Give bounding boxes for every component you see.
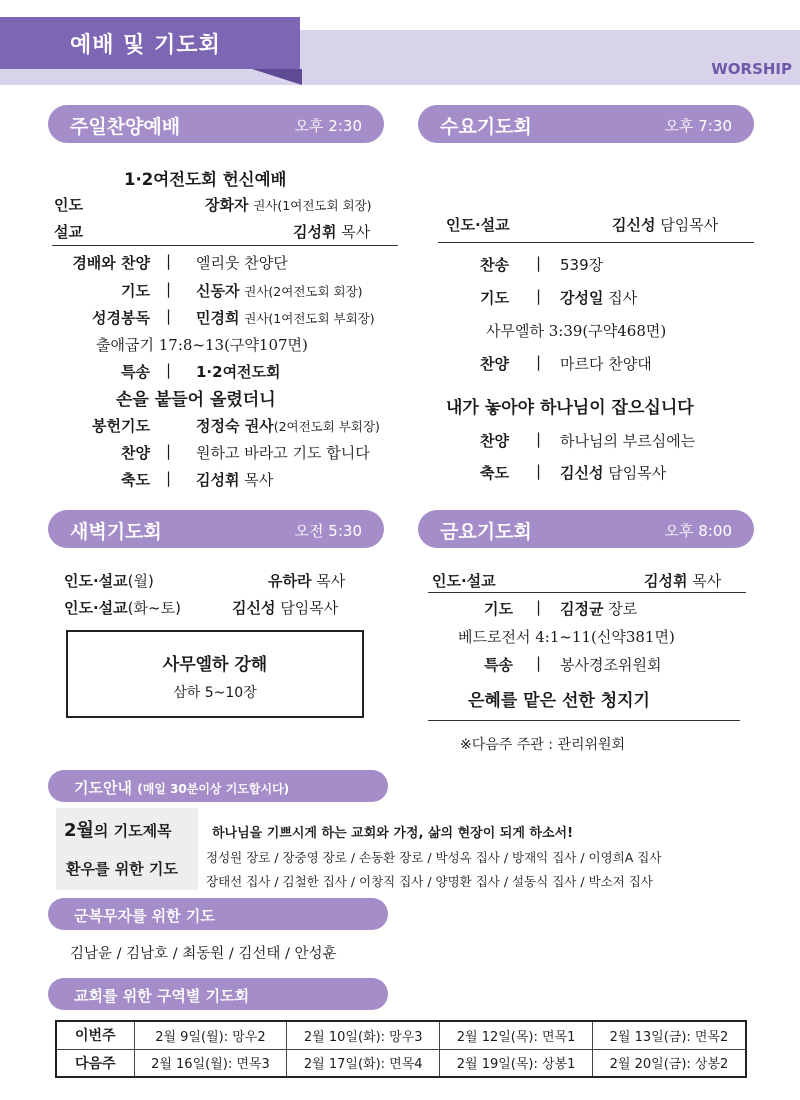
order-value: 하나님의 부르심에는 — [560, 432, 696, 450]
sunday-sermon-title: 손을 붙들어 올렸더니 — [116, 390, 276, 410]
friday-bottom-divider — [428, 720, 740, 721]
order-separator: | — [166, 252, 172, 270]
order-label: 축도 — [121, 471, 150, 489]
order-value — [560, 462, 666, 483]
table-cell: 2월 10일(화): 망우3 — [287, 1021, 440, 1049]
prayer-guide-subtitle: (매일 30분이상 기도합시다) — [137, 782, 290, 796]
order-name: 신동자 — [196, 282, 240, 300]
dawn-leader — [232, 597, 338, 618]
order-name: 정정숙 권사 — [196, 417, 274, 435]
order-name: 김정균 — [560, 600, 604, 618]
table-cell: 2월 16일(월): 면목3 — [134, 1049, 287, 1077]
dawn-leader-days: (월) — [127, 572, 154, 590]
month-label: 2월 — [64, 820, 94, 841]
prayer-guide-title: 기도안내 — [74, 779, 132, 797]
friday-lead-role: 목사 — [692, 572, 722, 590]
wednesday-lead — [612, 214, 718, 235]
sunday-service-header — [48, 105, 384, 143]
district-prayer-title: 교회를 위한 구역별 기도회 — [74, 987, 250, 1005]
friday-prayer-title: 금요기도회 — [440, 521, 532, 543]
monthly-topic-label — [64, 816, 172, 842]
friday-sermon-title: 은혜를 맡은 선한 청지기 — [468, 691, 650, 711]
next-week-host-note: ※다음주 주관 : 관리위원회 — [460, 737, 626, 753]
order-role: 담임목사 — [608, 464, 667, 482]
friday-lead — [644, 570, 721, 591]
wednesday-scripture: 사무엘하 3:39(구약468면) — [486, 322, 667, 340]
wednesday-service-title: 수요기도회 — [440, 116, 532, 138]
friday-prayer-time: 오후 8:00 — [664, 522, 732, 540]
table-row — [56, 1049, 746, 1077]
order-label: 축도 — [480, 464, 509, 482]
order-separator: | — [166, 469, 172, 487]
table-cell: 2월 20일(금): 상봉2 — [592, 1049, 746, 1077]
prayer-guide-title-row — [74, 777, 289, 798]
order-label: 찬양 — [480, 432, 509, 450]
wednesday-lead-role: 담임목사 — [660, 216, 719, 234]
order-role: (2여전도회 부회장) — [273, 419, 380, 434]
sunday-lead-label: 인도 — [54, 196, 83, 214]
table-cell: 2월 9일(월): 망우2 — [134, 1021, 287, 1049]
table-cell: 2월 13일(금): 면목2 — [592, 1021, 746, 1049]
order-label: 찬송 — [480, 256, 509, 274]
order-separator: | — [166, 361, 172, 379]
friday-divider — [428, 592, 746, 593]
sunday-lead — [205, 194, 372, 215]
district-prayer-header — [48, 978, 388, 1010]
order-value: 539장 — [560, 256, 604, 274]
week-label: 다음주 — [56, 1049, 134, 1077]
order-label: 찬양 — [121, 444, 150, 462]
order-separator: | — [536, 287, 542, 305]
dawn-prayer-header — [48, 510, 384, 548]
dawn-leader-role: 목사 — [316, 572, 346, 590]
table-row — [56, 1021, 746, 1049]
dawn-prayer-time: 오전 5:30 — [294, 522, 362, 540]
order-name: 김신성 — [560, 464, 604, 482]
order-separator: | — [536, 254, 542, 272]
dawn-leader-role: 담임목사 — [280, 599, 339, 617]
order-separator: | — [166, 307, 172, 325]
friday-scripture: 베드로전서 4:1~11(신약381면) — [458, 628, 675, 646]
table-cell: 2월 19일(목): 상봉1 — [440, 1049, 593, 1077]
order-label: 성경봉독 — [92, 309, 150, 327]
bible-study-range: 삼하 5~10장 — [173, 685, 257, 701]
order-label: 기도 — [121, 282, 150, 300]
order-role: 장로 — [608, 600, 638, 618]
dawn-prayer-title: 새벽기도회 — [70, 521, 162, 543]
dawn-leader-label: 인도·설교 — [64, 599, 128, 617]
dawn-leader-row — [64, 570, 154, 591]
dawn-leader-name: 유하라 — [268, 572, 312, 590]
order-separator: | — [166, 280, 172, 298]
prayer-guide-header — [48, 770, 388, 802]
month-topic-suffix: 의 기도제목 — [93, 822, 172, 840]
dawn-leader-days: (화~토) — [127, 599, 181, 617]
order-separator: | — [166, 442, 172, 460]
sunday-lead-role: 권사(1여전도회 회장) — [253, 198, 372, 213]
order-value — [196, 415, 380, 436]
order-separator: | — [536, 598, 542, 616]
order-label: 특송 — [121, 363, 150, 381]
wednesday-divider — [438, 242, 754, 243]
order-separator: | — [536, 353, 542, 371]
district-schedule-table — [55, 1020, 747, 1078]
section-tag: WORSHIP — [711, 60, 792, 78]
order-value: 봉사경조위원회 — [560, 656, 662, 674]
military-names: 김남윤 / 김남호 / 최동원 / 김선태 / 안성훈 — [70, 946, 337, 962]
dawn-leader — [268, 570, 345, 591]
order-name: 강성일 — [560, 289, 604, 307]
order-value — [560, 287, 637, 308]
wednesday-sermon-title: 내가 놓아야 하나님이 잡으십니다 — [446, 398, 694, 418]
order-label: 특송 — [484, 656, 513, 674]
order-name: 민경희 — [196, 309, 240, 327]
sunday-scripture: 출애굽기 17:8~13(구약107면) — [96, 336, 308, 354]
sunday-service-time: 오후 2:30 — [294, 117, 362, 135]
sunday-preacher-name: 김성휘 — [293, 223, 337, 241]
wednesday-lead-label: 인도·설교 — [446, 216, 510, 234]
order-label: 찬양 — [480, 355, 509, 373]
order-label: 기도 — [484, 600, 513, 618]
sunday-divider — [52, 245, 398, 246]
sunday-service-title: 주일찬양예배 — [70, 116, 181, 138]
order-role: 권사(2여전도회 회장) — [244, 284, 363, 299]
monthly-prayer-topic: 하나님을 기쁘시게 하는 교회와 가정, 삶의 현장이 되게 하소서! — [212, 826, 574, 841]
friday-lead-name: 김성휘 — [644, 572, 688, 590]
patients-list-line: 장태선 집사 / 김철한 집사 / 이창직 집사 / 양명환 집사 / 설동식 집사 / 박소저 집사 — [206, 874, 653, 889]
military-prayer-title: 군복무자를 위한 기도 — [74, 907, 215, 925]
order-value — [196, 280, 363, 301]
week-label: 이번주 — [56, 1021, 134, 1049]
dawn-leader-label: 인도·설교 — [64, 572, 128, 590]
sunday-preacher — [293, 221, 370, 242]
order-value: 원하고 바라고 기도 합니다 — [196, 444, 370, 462]
bible-study-box — [66, 630, 364, 718]
patients-prayer-label: 환우를 위한 기도 — [66, 860, 178, 878]
order-role: 집사 — [608, 289, 638, 307]
header-tab-fold — [252, 69, 302, 85]
order-label: 경배와 찬양 — [72, 254, 150, 272]
friday-prayer-header — [418, 510, 754, 548]
order-role: 목사 — [244, 471, 274, 489]
order-value — [196, 307, 375, 328]
dawn-leader-name: 김신성 — [232, 599, 276, 617]
sunday-preacher-role: 목사 — [341, 223, 371, 241]
wednesday-lead-name: 김신성 — [612, 216, 656, 234]
table-cell: 2월 17일(화): 면목4 — [287, 1049, 440, 1077]
order-separator: | — [536, 430, 542, 448]
order-separator: | — [536, 462, 542, 480]
order-label: 봉헌기도 — [92, 417, 150, 435]
order-role: 권사(1여전도회 부회장) — [244, 311, 375, 326]
order-label: 기도 — [480, 289, 509, 307]
patients-list-line: 정성원 장로 / 장중영 장로 / 손동환 장로 / 박성옥 집사 / 방재익 집사 / 이영희A 집사 — [206, 850, 662, 865]
order-value — [196, 469, 273, 490]
table-cell: 2월 12일(목): 면목1 — [440, 1021, 593, 1049]
order-name: 김성휘 — [196, 471, 240, 489]
order-value: 마르다 찬양대 — [560, 355, 652, 373]
order-value: 1·2여전도회 — [196, 363, 281, 381]
order-value: 엘리웃 찬양단 — [196, 254, 288, 272]
wednesday-service-time: 오후 7:30 — [664, 117, 732, 135]
page-title: 예배 및 기도회 — [70, 33, 221, 58]
wednesday-service-header — [418, 105, 754, 143]
sunday-subtitle: 1·2여전도회 헌신예배 — [124, 170, 287, 189]
military-prayer-header — [48, 898, 388, 930]
friday-lead-label: 인도·설교 — [432, 572, 496, 590]
dawn-leader-row — [64, 597, 181, 618]
sunday-lead-name: 장화자 — [205, 196, 249, 214]
order-value — [560, 598, 637, 619]
order-separator: | — [536, 654, 542, 672]
sunday-sermon-label: 설교 — [54, 223, 83, 241]
bible-study-title: 사무엘하 강해 — [162, 655, 268, 675]
